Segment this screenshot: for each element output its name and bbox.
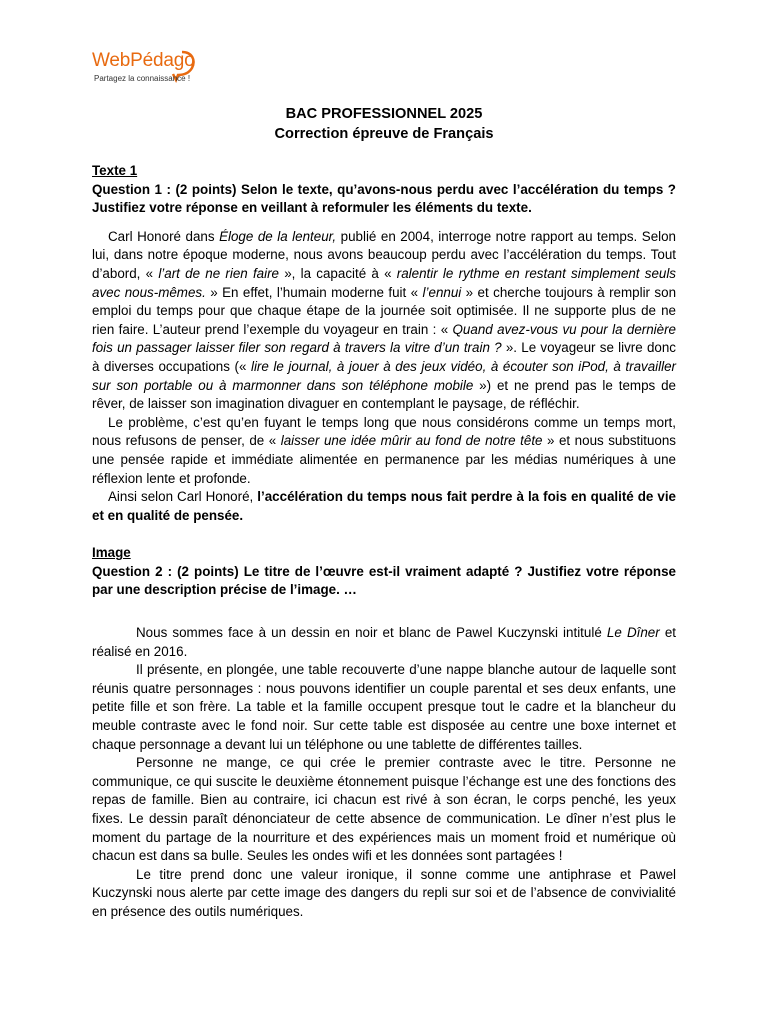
answer-1-paragraph-1: Carl Honoré dans Éloge de la lenteur, publié en 2004, interroge notre rapport au temps. Selon lui, dans notre époque moderne, nous avons beaucoup perdu avec l’accélération du temps. Tout d’abord, « l’art de ne rien faire », la capacité à « ralentir le rythme en restant simplement seuls avec nous-mêmes. » En effet, l’humain moderne fuit « l’ennui » et cherche toujours à remplir son emploi du temps pour que chaque étape de la journée soit optimisée. Il ne supporte plus de ne rien faire. L’auteur prend l’exemple du voyageur en train : « Quand avez-vous vu pour la dernière fois un passager laisser filer son regard à travers la vitre d’un train ? ». Le voyageur se livre donc à diverses occupations (« lire le journal, à jouer à des jeux vidéo, à écouter son iPod, à travailler sur son portable ou à marmonner dans son téléphone mobile ») et ne prend pas le temps de rêver, de laisser son imagination divaguer en contemplant le paysage, de réfléchir.: [92, 228, 677, 412]
answer-2-paragraph-2: Il présente, en plongée, une table recouverte d’une nappe blanche autour de laquelle sont réunis quatre personnages : nous pouvons identifier un couple parental et ses deux enfants, une petite fille et son frère. La table et la famille occupent presque tout le cadre et la blancheur du meuble contraste avec le fond noir. Sur cette table est disposée au centre une boxe internet et chaque personnage a devant lui un téléphone ou une tablette de différentes tailles.: [92, 662, 676, 752]
document-body: [92, 104, 676, 922]
answer-2-paragraph-3: Personne ne mange, ce qui crée le premier contraste avec le titre. Personne ne communique, ce qui suscite le deuxième étonnement puisque l’échange est une des fonctions des repas de famille. Bien au contraire, ici chacun est rivé à son écran, le corps penché, les yeux fixes. Le dessin paraît dénonciateur de cette absence de communication. Le dîner n’est plus le moment du partage de la nourriture et des expériences mais un moment froid et numérique où chacun est dans sa bulle. Seules les ondes wifi et les données sont partagées !: [92, 755, 676, 864]
section-heading-texte1: Texte 1: [92, 163, 138, 178]
logo-wordmark: WebPédago: [92, 50, 195, 71]
document-title: BAC PROFESSIONNEL 2025: [285, 106, 483, 122]
logo-tagline: Partagez la connaissance !: [94, 74, 191, 83]
answer-1-paragraph-3: Ainsi selon Carl Honoré, l’accélération du temps nous fait perdre à la fois en qualité de vie et en qualité de pensée.: [92, 489, 677, 523]
document-subtitle: Correction épreuve de Français: [274, 126, 494, 142]
answer-2-paragraph-4: Le titre prend donc une valeur ironique, il sonne comme une antiphrase et Pawel Kuczynski nous alerte par cette image des dangers du repli sur soi et de l’absence de convivialité en présence des outils numériques.: [92, 866, 676, 919]
question-1: Question 1 : (2 points) Selon le texte, qu’avons-nous perdu avec l’accélération du temps ? Justifiez votre réponse en veillant à reformuler les éléments du texte.: [92, 181, 676, 216]
logo: [92, 40, 202, 84]
section-heading-image: Image: [92, 545, 131, 561]
answer-1-paragraph-2: Le problème, c’est qu’en fuyant le temps long que nous considérons comme un temps mort, nous refusons de penser, de « laisser une idée mûrir au fond de notre tête » et nous substituons une pensée rapide et immédiate alimentée en permanence par les médias numériques à une réflexion lente et profonde.: [92, 414, 676, 486]
answer-2-paragraph-1: Nous sommes face à un dessin en noir et blanc de Pawel Kuczynski intitulé Le Dîner et réalisé en 2016.: [92, 625, 676, 659]
question-2: Question 2 : (2 points) Le titre de l’œuvre est-il vraiment adapté ? Justifiez votre réponse par une description précise de l’image. …: [92, 563, 676, 598]
